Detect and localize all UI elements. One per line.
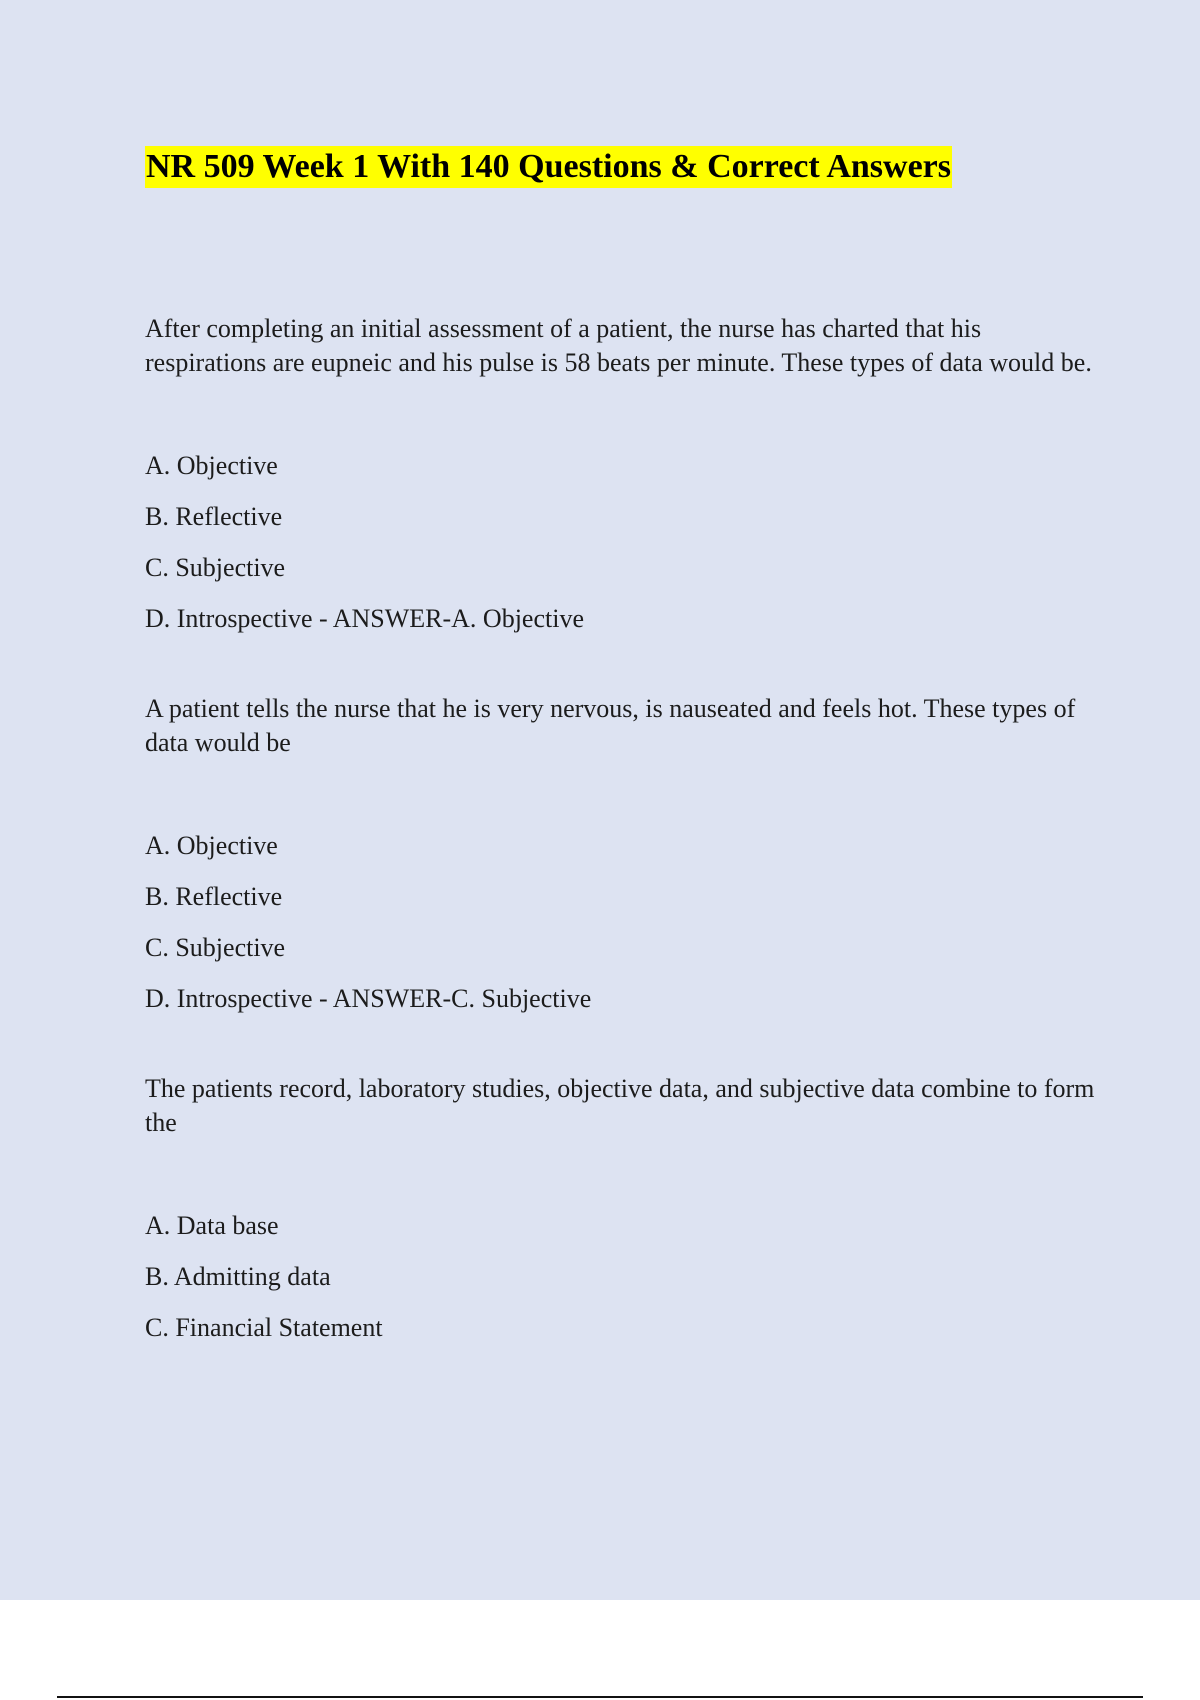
question-3-option-b: B. Admitting data: [145, 1262, 331, 1291]
question-1-text: After completing an initial assessment of a patient, the nurse has charted that his respirations are eupneic and his pulse is 58 beats per minute. These types of data would be.: [145, 314, 1092, 377]
question-3-options: [145, 1209, 1095, 1345]
question-2-option-a: A. Objective: [145, 831, 278, 860]
question-2-option-c: C. Subjective: [145, 933, 286, 962]
question-1-option-d-answer: D. Introspective - ANSWER-A. Objective: [145, 604, 585, 633]
question-1-option-a: A. Objective: [145, 451, 278, 480]
question-2-options: [145, 829, 1095, 1016]
question-2-option-b: B. Reflective: [145, 882, 283, 911]
question-3-text: The patients record, laboratory studies, objective data, and subjective data combine to form the: [145, 1074, 1095, 1137]
question-2-option-d-answer: D. Introspective - ANSWER-C. Subjective: [145, 984, 592, 1013]
question-3-option-a: A. Data base: [145, 1211, 279, 1240]
document-title: NR 509 Week 1 With 140 Questions & Correct Answers: [145, 146, 952, 188]
question-1-options: [145, 449, 1095, 636]
question-1-option-c: C. Subjective: [145, 553, 286, 582]
question-1-option-b: B. Reflective: [145, 502, 283, 531]
footer-divider: [57, 1696, 1143, 1698]
question-3-option-c: C. Financial Statement: [145, 1313, 383, 1342]
page-bottom-margin: [0, 1600, 1200, 1700]
document-content: [145, 146, 1095, 1362]
question-2-text: A patient tells the nurse that he is very nervous, is nauseated and feels hot. These types of data would be: [145, 694, 1076, 757]
